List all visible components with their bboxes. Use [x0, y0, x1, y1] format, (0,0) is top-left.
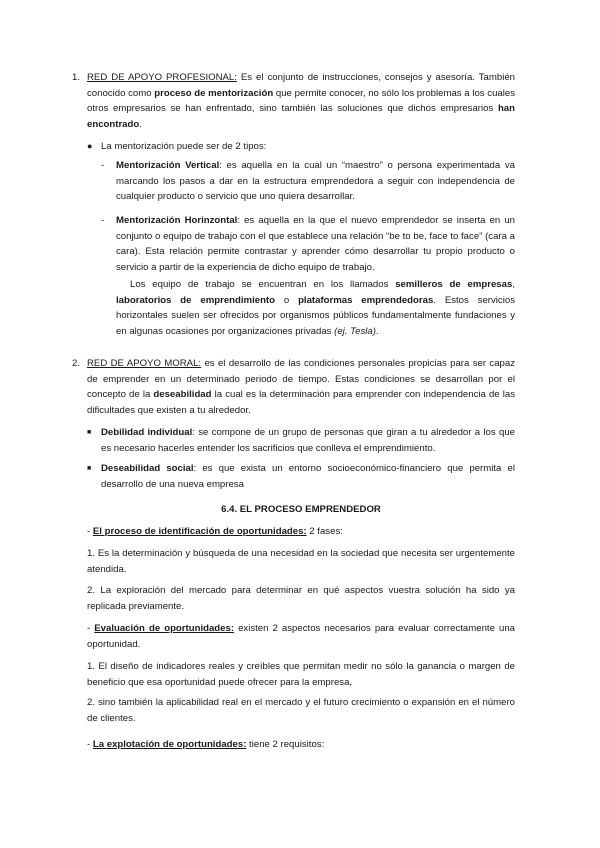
term-mentorizacion-horizontal: Mentorización Horinzontal	[116, 215, 238, 226]
dash-marker: -	[101, 215, 105, 226]
square-bullet-icon: ■	[87, 465, 92, 472]
paragraph-mentorizacion-horizontal: Mentorización Horinzontal: es aquella en la que el nuevo emprendedor se inserta en un conjunto o equipo de trabajo con el que establece una relación “be to be, face to face” (cara a cara). Esta relación permite contrastar y aprender cómo desarrollar tu propio producto o servicio a partir de la experiencia de dicho equipo de trabajo.	[116, 215, 516, 273]
heading-identificacion-oportunidades: El proceso de identificación de oportunidades:	[92, 526, 307, 537]
paragraph-identificacion-fase-2: 2. La exploración del mercado para determinar en qué aspectos vuestra solución ha sido ya replicada previamente.	[87, 585, 515, 612]
paragraph-mentorizacion-vertical: Mentorización Vertical: es aquella en la cual un “maestro” o persona experimentada va marcando los pasos a dar en la estructura emprendedora a seguir con independencia de cualquier producto o servicio que uno quiera desarrollar.	[116, 160, 515, 202]
square-bullet-icon: ■	[87, 429, 92, 436]
paragraph-red-apoyo-moral: RED DE APOYO MORAL: es el desarrollo de las condiciones personales propicias para ser capaz de emprender en un determinado periodo de tiempo. Estas condiciones se desarrollan por el concepto de la deseabilidad la cual es la determinación para emprender con independencia de las dificultades que existen a tu alrededor.	[87, 358, 515, 416]
list-number-1: 1.	[72, 72, 81, 83]
paragraph-evaluacion-aspecto-1: 1. El diseño de indicadores reales y creíbles que permitan medir no sólo la ganancia o margen de beneficio que esa oportunidad puede ofrecer para la empresa,	[87, 661, 515, 688]
paragraph-identificacion-fase-1: 1. Es la determinación y búsqueda de una necesidad en la sociedad que necesita ser urgentemente atendida.	[87, 548, 515, 575]
paragraph-identificacion-oportunidades: - El proceso de identificación de oportunidades: 2 fases:	[87, 526, 343, 537]
term-deseabilidad-social: Deseabilidad social	[101, 463, 194, 474]
paragraph-evaluacion-oportunidades: - Evaluación de oportunidades: existen 2 aspectos necesarios para evaluar correctamente una oportunidad.	[87, 623, 515, 650]
paragraph-debilidad-individual: Debilidad individual: se compone de un grupo de personas que giran a tu alrededor a los que es necesario hacerles entender los sacrificios que conlleva el emprendimiento.	[101, 427, 515, 454]
section-title: 6.4. EL PROCESO EMPRENDEDOR	[221, 504, 381, 515]
heading-explotacion-oportunidades: La explotación de oportunidades:	[92, 739, 247, 750]
heading-evaluacion-oportunidades: Evaluación de oportunidades:	[94, 623, 235, 634]
heading-red-apoyo-moral: RED DE APOYO MORAL:	[87, 358, 202, 369]
paragraph-equipos-trabajo: Los equipo de trabajo se encuentran en los llamados semilleros de empresas, laboratorios de emprendimiento o plataformas emprendedoras. Estos servicios horizontales suelen ser ofrecidos por organismos públicos fundamentalmente fundaciones y en algunas ocasiones por organizaciones privadas (ej. Tesla).	[116, 279, 515, 337]
term-debilidad-individual: Debilidad individual	[101, 427, 193, 438]
bullet-icon: ●	[87, 141, 93, 151]
paragraph-deseabilidad-social: Deseabilidad social: es que exista un entorno socioeconómico-financiero que permita el desarrollo de una nueva empresa	[101, 463, 515, 490]
term-mentorizacion-vertical: Mentorización Vertical	[116, 160, 220, 171]
heading-red-apoyo-profesional: RED DE APOYO PROFESIONAL:	[87, 72, 237, 83]
paragraph-mentorizacion-tipos: La mentorización puede ser de 2 tipos:	[101, 141, 267, 152]
dash-marker: -	[101, 160, 105, 171]
paragraph-red-apoyo-profesional: RED DE APOYO PROFESIONAL: Es el conjunto de instrucciones, consejos y asesoría. También conocido como proceso de mentorización que permite conocer, no sólo los problemas a los cuales otros empresarios se han enfrentado, sino también las soluciones que dichos empresarios han encontrado.	[87, 72, 516, 130]
list-number-2: 2.	[72, 358, 81, 369]
paragraph-evaluacion-aspecto-2: 2. sino también la aplicabilidad real en el mercado y el futuro crecimiento o expansión en el número de clientes.	[87, 697, 515, 724]
paragraph-explotacion-oportunidades: - La explotación de oportunidades: tiene 2 requisitos:	[87, 739, 325, 750]
